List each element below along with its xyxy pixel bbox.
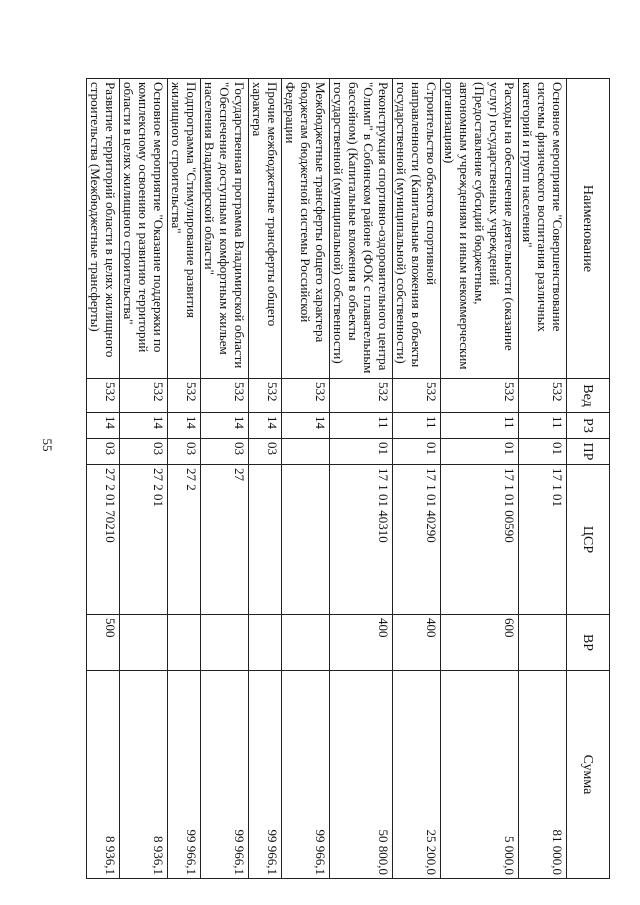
header-name: Наименование — [567, 79, 610, 379]
cell-pr: 01 — [393, 439, 441, 465]
cell-csr: 17 1 01 40310 — [330, 465, 393, 615]
cell-pr: 01 — [330, 439, 393, 465]
cell-sum: 99 966,1 — [282, 671, 330, 879]
cell-csr: 27 2 — [168, 465, 201, 615]
cell-vr: 400 — [393, 615, 441, 671]
cell-name: Подпрограмма "Стимулирование развития жилищного строительства" — [168, 79, 201, 379]
cell-sum: 25 200,0 — [393, 671, 441, 879]
cell-vr: 600 — [441, 615, 519, 671]
cell-ved: 532 — [120, 379, 168, 413]
cell-pr: 03 — [120, 439, 168, 465]
cell-vr: 400 — [330, 615, 393, 671]
cell-rz: 14 — [87, 413, 120, 439]
cell-pr: 01 — [519, 439, 567, 465]
cell-csr: 17 1 01 00590 — [441, 465, 519, 615]
cell-csr — [282, 465, 330, 615]
cell-name: Реконструкция спортивно-оздоровительного центра "Олимп" в Собинском районе (ФОК с плавательным бассейном) (Капитальные вложения в объекты государственной (муниципальной) собственности) — [330, 79, 393, 379]
cell-ved: 532 — [168, 379, 201, 413]
cell-rz: 14 — [282, 413, 330, 439]
page-number: 55 — [40, 438, 55, 452]
cell-csr: 27 2 01 70210 — [87, 465, 120, 615]
cell-pr: 03 — [201, 439, 249, 465]
cell-vr — [201, 615, 249, 671]
cell-rz: 11 — [393, 413, 441, 439]
budget-table-sheet — [88, 78, 610, 878]
cell-ved: 532 — [201, 379, 249, 413]
cell-ved: 532 — [330, 379, 393, 413]
cell-sum: 99 966,1 — [201, 671, 249, 879]
cell-sum: 81 000,0 — [519, 671, 567, 879]
cell-pr — [282, 439, 330, 465]
table-row — [393, 79, 441, 879]
cell-csr — [249, 465, 282, 615]
cell-vr — [519, 615, 567, 671]
cell-csr: 17 1 01 — [519, 465, 567, 615]
header-rz: РЗ — [567, 413, 610, 439]
cell-rz: 14 — [249, 413, 282, 439]
header-pr: ПР — [567, 439, 610, 465]
cell-name: Прочие межбюджетные трансферты общего характера — [249, 79, 282, 379]
cell-pr: 03 — [249, 439, 282, 465]
table-row — [201, 79, 249, 879]
cell-rz: 14 — [120, 413, 168, 439]
cell-sum: 99 966,1 — [168, 671, 201, 879]
cell-ved: 532 — [519, 379, 567, 413]
table-row — [168, 79, 201, 879]
cell-pr: 03 — [168, 439, 201, 465]
cell-sum: 5 000,0 — [441, 671, 519, 879]
budget-table — [86, 78, 610, 879]
table-row — [282, 79, 330, 879]
cell-pr: 01 — [441, 439, 519, 465]
header-vr: ВР — [567, 615, 610, 671]
cell-vr — [249, 615, 282, 671]
cell-pr: 03 — [87, 439, 120, 465]
cell-rz: 11 — [441, 413, 519, 439]
cell-rz: 14 — [201, 413, 249, 439]
table-row — [441, 79, 519, 879]
cell-csr: 17 1 01 40290 — [393, 465, 441, 615]
cell-name: Основное мероприятие "Оказание поддержки по комплексному освоению и развитию территорий области в целях жилищного строительства" — [120, 79, 168, 379]
cell-ved: 532 — [87, 379, 120, 413]
cell-ved: 532 — [282, 379, 330, 413]
cell-csr: 27 — [201, 465, 249, 615]
cell-name: Межбюджетные трансферты общего характера бюджетам бюджетной системы Российской Федерации — [282, 79, 330, 379]
cell-name: Строительство объектов спортивной направленности (Капитальные вложения в объекты государственной (муниципальной) собственности) — [393, 79, 441, 379]
header-sum: Сумма — [567, 671, 610, 879]
table-row — [120, 79, 168, 879]
cell-rz: 11 — [519, 413, 567, 439]
cell-rz: 14 — [168, 413, 201, 439]
table-row — [330, 79, 393, 879]
cell-sum: 50 800,0 — [330, 671, 393, 879]
cell-rz: 11 — [330, 413, 393, 439]
cell-sum: 8 936,1 — [87, 671, 120, 879]
cell-vr — [168, 615, 201, 671]
table-row — [87, 79, 120, 879]
cell-ved: 532 — [441, 379, 519, 413]
cell-vr — [120, 615, 168, 671]
header-ved: Вед — [567, 379, 610, 413]
cell-name: Расходы на обеспечение деятельности (оказание услуг) государственных учреждений (Предоставление субсидий бюджетным, автономным учреждениям и иным некоммерческим организациям) — [441, 79, 519, 379]
table-row — [519, 79, 567, 879]
cell-name: Государственная программа Владимирской области "Обеспечение доступным и комфортным жильем населения Владимирской области" — [201, 79, 249, 379]
cell-ved: 532 — [249, 379, 282, 413]
cell-csr: 27 2 01 — [120, 465, 168, 615]
table-header-row — [567, 79, 610, 879]
table-row — [249, 79, 282, 879]
cell-sum: 99 966,1 — [249, 671, 282, 879]
cell-vr: 500 — [87, 615, 120, 671]
header-csr: ЦСР — [567, 465, 610, 615]
cell-sum: 8 936,1 — [120, 671, 168, 879]
cell-vr — [282, 615, 330, 671]
cell-name: Основное мероприятие "Совершенствование системы физического воспитания различных категорий и групп населения" — [519, 79, 567, 379]
cell-ved: 532 — [393, 379, 441, 413]
cell-name: Развитие территорий области в целях жилищного строительства (Межбюджетные трансферты) — [87, 79, 120, 379]
